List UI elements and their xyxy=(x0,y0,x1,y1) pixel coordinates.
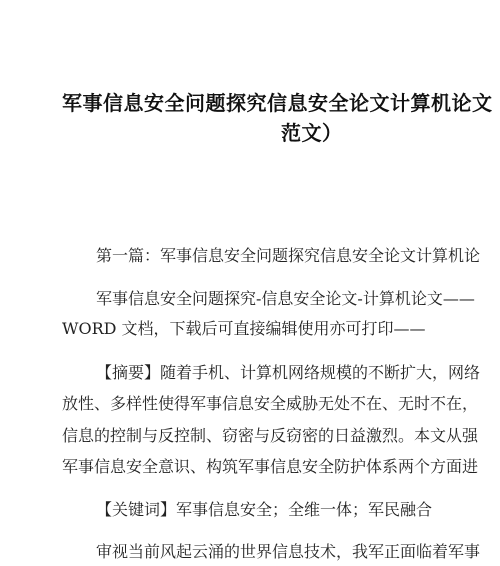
abstract-line: 放性、多样性使得军事信息安全威胁无处不在、无时不在， xyxy=(62,394,479,413)
section-heading: 第一篇：军事信息安全问题探究信息安全论文计算机论 xyxy=(96,246,481,265)
abstract-line: 信息的控制与反控制、窃密与反窃密的日益激烈。本文从强 xyxy=(62,426,479,445)
abstract-line: 【摘要】随着手机、计算机网络规模的不断扩大，网络 xyxy=(96,363,481,382)
document-title-line-2: 范文） xyxy=(281,121,343,145)
abstract-line: 军事信息安全意识、构筑军事信息安全防护体系两个方面进 xyxy=(62,457,479,476)
document-title-line-1: 军事信息安全问题探究信息安全论文计算机论文 xyxy=(62,91,493,115)
paragraph-line: 军事信息安全问题探究-信息安全论文-计算机论文—— xyxy=(96,289,475,308)
paragraph-line: WORD 文档，下载后可直接编辑使用亦可打印—— xyxy=(62,319,426,338)
keywords-line: 【关键词】军事信息安全；全维一体；军民融合 xyxy=(96,500,433,519)
paragraph-line: 审视当前风起云涌的世界信息技术，我军正面临着军事 xyxy=(96,542,481,561)
